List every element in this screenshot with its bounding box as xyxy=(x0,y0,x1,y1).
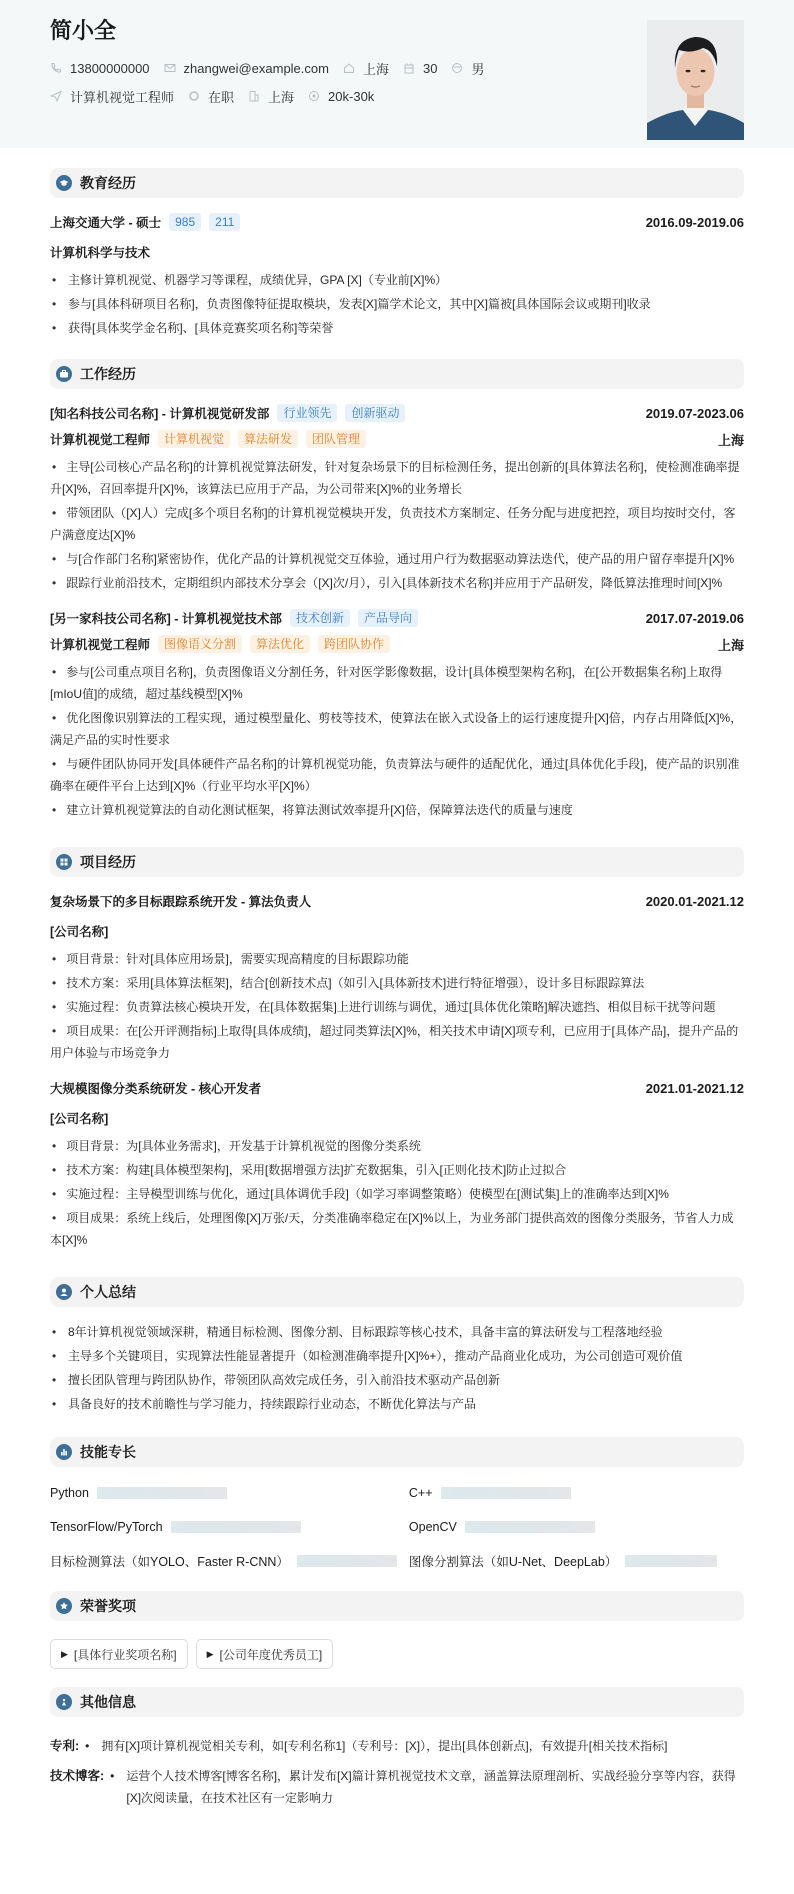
job-role: 计算机视觉工程师 xyxy=(50,433,151,447)
send-icon xyxy=(50,90,62,102)
work-location: 上海 xyxy=(717,637,744,653)
project-date: 2021.01-2021.12 xyxy=(645,1080,744,1096)
award-name: [具体行业奖项名称] xyxy=(73,1647,177,1662)
work-city-item xyxy=(248,87,294,106)
medal-icon xyxy=(56,1598,72,1614)
list-item: • 技术方案：采用[具体算法框架]，结合[创新技术点]（如引入[具体新技术]进行特征增强），设计多目标跟踪算法 xyxy=(50,972,744,994)
summary-bullets xyxy=(50,1321,744,1415)
project-bullets xyxy=(50,1135,744,1251)
list-item: • 参与[公司重点项目名称]，负责图像语义分割任务，针对医学影像数据，设计[具体模型架构名称]，在[公开数据集名称]上取得[mIoU值]的成绩，超过基线模型[X]% xyxy=(50,661,744,705)
work-role-row xyxy=(50,430,744,448)
award-toggle[interactable] xyxy=(50,1639,188,1669)
status-icon xyxy=(188,90,200,102)
user-icon xyxy=(56,1284,72,1300)
education-date: 2016.09-2019.06 xyxy=(645,214,744,230)
portrait-illustration xyxy=(647,20,744,140)
project-company: [公司名称] xyxy=(50,1112,109,1126)
calendar-icon xyxy=(403,62,415,74)
profile-header xyxy=(0,0,794,148)
award-name: [公司年度优秀员工] xyxy=(219,1647,323,1662)
email-item xyxy=(164,61,329,76)
section-title: 项目经历 xyxy=(80,854,136,870)
role-tag: 图像语义分割 xyxy=(158,635,242,653)
section-title: 教育经历 xyxy=(80,175,136,191)
section-title: 其他信息 xyxy=(80,1694,136,1710)
phone-text: 13800000000 xyxy=(70,60,150,76)
role-tag: 计算机视觉 xyxy=(158,430,230,448)
company-name: [另一家科技公司名称] - 计算机视觉技术部 xyxy=(50,612,282,626)
section-title: 技能专长 xyxy=(80,1444,136,1460)
other-item-patents xyxy=(50,1735,744,1757)
salary-text: 20k-30k xyxy=(328,88,375,104)
skill-name: Python xyxy=(50,1486,89,1500)
skill-level-bar xyxy=(97,1487,227,1499)
gender-icon xyxy=(451,62,463,74)
role-tag: 算法优化 xyxy=(250,635,310,653)
skill-name: OpenCV xyxy=(408,1520,457,1534)
section-awards-header xyxy=(50,1591,744,1621)
work-location: 上海 xyxy=(717,432,744,448)
education-bullets xyxy=(50,269,744,339)
triangle-right-icon: ▶ xyxy=(61,1648,68,1659)
building-icon xyxy=(248,90,260,102)
skill-item xyxy=(50,1553,397,1569)
work-date: 2017.07-2019.06 xyxy=(645,610,744,626)
candidate-name: 简小全 xyxy=(50,18,117,43)
home-icon xyxy=(343,62,355,74)
list-item: • 带领团队（[X]人）完成[多个项目名称]的计算机视觉模块开发，负责技术方案制定、任务分配与进度把控，项目均按时交付，客户满意度达[X]% xyxy=(50,502,744,546)
city-text: 上海 xyxy=(362,61,389,77)
list-item: • 实施过程：主导模型训练与优化，通过[具体调优手段]（如学习率调整策略）使模型在[测试集]上的准确率达到[X]% xyxy=(50,1183,744,1205)
skill-item xyxy=(50,1485,397,1501)
list-item: • 优化图像识别算法的工程实现，通过模型量化、剪枝等技术，使算法在嵌入式设备上的运行速度提升[X]倍，内存占用降低[X]%，满足产品的实时性要求 xyxy=(50,707,744,751)
skill-name: TensorFlow/PyTorch xyxy=(50,1520,163,1534)
skill-level-bar xyxy=(465,1521,595,1533)
award-toggle[interactable] xyxy=(196,1639,334,1669)
project-date: 2020.01-2021.12 xyxy=(645,893,744,909)
other-text: 运营个人技术博客[博客名称]，累计发布[X]篇计算机视觉技术文章，涵盖算法原理剖析、实战经验分享等内容，获得[X]次阅读量，在技术社区有一定影响力 xyxy=(126,1769,736,1805)
phone-item xyxy=(50,61,150,76)
city-item xyxy=(343,59,389,78)
skill-item xyxy=(409,1485,744,1501)
list-item: • 与硬件团队协同开发[具体硬件产品名称]的计算机视觉功能，负责算法与硬件的适配优化，通过[具体优化手段]，使产品的识别准确率在硬件平台上达到[X]%（行业平均水平[X]%） xyxy=(50,753,744,797)
work-entry-header xyxy=(50,404,744,422)
status-item xyxy=(188,87,234,106)
skill-name: C++ xyxy=(408,1486,433,1500)
school-tag: 985 xyxy=(169,213,201,231)
profile-photo xyxy=(647,20,744,140)
skill-level-bar xyxy=(297,1555,397,1567)
salary-item xyxy=(308,89,374,104)
list-item: • 擅长团队管理与跨团队协作，带领团队高效完成任务，引入前沿技术驱动产品创新 xyxy=(50,1369,744,1391)
other-item-blog xyxy=(50,1765,744,1809)
awards-list xyxy=(50,1639,744,1669)
triangle-right-icon: ▶ xyxy=(206,1648,214,1659)
project-entry-header xyxy=(50,892,744,910)
project-entry xyxy=(50,1079,744,1251)
work-bullets xyxy=(50,661,744,821)
company-tag: 创新驱动 xyxy=(345,404,405,422)
project-name: 大规模图像分类系统研发 - 核心开发者 xyxy=(50,1082,262,1096)
work-entry xyxy=(50,404,744,594)
skill-level-bar xyxy=(171,1521,301,1533)
section-other-header xyxy=(50,1687,744,1717)
list-item: • 8年计算机视觉领域深耕，精通目标检测、图像分割、目标跟踪等核心技术，具备丰富的算法研发与工程落地经验 xyxy=(50,1321,744,1343)
list-item: • 与[合作部门名称]紧密协作，优化产品的计算机视觉交互体验，通过用户行为数据驱动算法迭代，使产品的用户留存率提升[X]% xyxy=(50,548,744,570)
work-date: 2019.07-2023.06 xyxy=(645,405,744,421)
list-item: • 项目背景：针对[具体应用场景]，需要实现高精度的目标跟踪功能 xyxy=(50,948,744,970)
contact-row xyxy=(50,59,744,77)
list-item: • 项目背景：为[具体业务需求]，开发基于计算机视觉的图像分类系统 xyxy=(50,1135,744,1157)
info-icon xyxy=(56,1694,72,1710)
section-skills-header xyxy=(50,1437,744,1467)
project-company: [公司名称] xyxy=(50,925,109,939)
salary-icon xyxy=(308,90,320,102)
gender-text: 男 xyxy=(471,61,485,77)
bullet-dot: • xyxy=(110,1769,115,1783)
school-name: 上海交通大学 - 硕士 xyxy=(50,216,162,230)
work-city-text: 上海 xyxy=(268,89,295,105)
status-text: 在职 xyxy=(208,89,235,105)
section-title: 个人总结 xyxy=(80,1284,136,1300)
section-projects-header xyxy=(50,847,744,877)
skill-level-bar xyxy=(441,1487,571,1499)
list-item: • 实施过程：负责算法核心模块开发，在[具体数据集]上进行训练与调优，通过[具体优化策略]解决遮挡、相似目标干扰等问题 xyxy=(50,996,744,1018)
bullet-dot: • xyxy=(85,1739,90,1753)
position-text: 计算机视觉工程师 xyxy=(70,89,175,105)
school-tag: 211 xyxy=(209,213,240,231)
other-label: 专利: xyxy=(50,1739,80,1753)
email-text: zhangwei@example.com xyxy=(183,60,329,76)
list-item: • 项目成果：在[公开评测指标]上取得[具体成绩]，超过同类算法[X]%，相关技术申请[X]项专利，已应用于[具体产品]，提升产品的用户体验与市场竞争力 xyxy=(50,1020,744,1064)
skill-name: 图像分割算法（如U-Net、DeepLab） xyxy=(408,1555,618,1569)
company-tag: 行业领先 xyxy=(277,404,337,422)
age-text: 30 xyxy=(422,60,438,76)
work-entry xyxy=(50,609,744,821)
phone-icon xyxy=(50,62,62,74)
list-item: • 项目成果：系统上线后，处理图像[X]万张/天，分类准确率稳定在[X]%以上，为业务部门提供高效的图像分类服务，节省人力成本[X]% xyxy=(50,1207,744,1251)
role-tag: 跨团队协作 xyxy=(318,635,390,653)
position-item xyxy=(50,87,174,106)
other-label: 技术博客: xyxy=(50,1769,105,1783)
list-item: • 获得[具体奖学金名称]、[具体竞赛奖项名称]等荣誉 xyxy=(50,317,744,339)
company-tag: 产品导向 xyxy=(358,609,418,627)
work-bullets xyxy=(50,456,744,594)
job-role: 计算机视觉工程师 xyxy=(50,638,151,652)
skills-grid xyxy=(50,1485,744,1569)
grid-icon xyxy=(56,854,72,870)
role-tag: 团队管理 xyxy=(306,430,366,448)
list-item: • 具备良好的技术前瞻性与学习能力，持续跟踪行业动态，不断优化算法与产品 xyxy=(50,1393,744,1415)
section-summary-header xyxy=(50,1277,744,1307)
list-item: • 主导[公司核心产品名称]的计算机视觉算法研发，针对复杂场景下的目标检测任务，提出创新的[具体算法名称]，使检测准确率提升[X]%，召回率提升[X]%，该算法已应用于产品，为公司带来[X]%的业务增长 xyxy=(50,456,744,500)
skill-item xyxy=(50,1519,397,1535)
role-tag: 算法研发 xyxy=(238,430,298,448)
list-item: • 建立计算机视觉算法的自动化测试框架，将算法测试效率提升[X]倍，保障算法迭代的质量与速度 xyxy=(50,799,744,821)
list-item: • 主修计算机视觉、机器学习等课程，成绩优异，GPA [X]（专业前[X]%） xyxy=(50,269,744,291)
section-education-header xyxy=(50,168,744,198)
skill-item xyxy=(409,1553,744,1569)
mail-icon xyxy=(164,62,176,74)
project-name: 复杂场景下的多目标跟踪系统开发 - 算法负责人 xyxy=(50,895,312,909)
job-row xyxy=(50,87,744,105)
section-title: 工作经历 xyxy=(80,366,136,382)
project-entry-header xyxy=(50,1079,744,1097)
skill-level-bar xyxy=(625,1555,717,1567)
age-item xyxy=(403,61,437,76)
major: 计算机科学与技术 xyxy=(50,246,151,260)
list-item: • 主导多个关键项目，实现算法性能显著提升（如检测准确率提升[X]%+），推动产品商业化成功，为公司创造可观价值 xyxy=(50,1345,744,1367)
work-role-row xyxy=(50,635,744,653)
skill-name: 目标检测算法（如YOLO、Faster R-CNN） xyxy=(50,1555,289,1569)
bar-chart-icon xyxy=(56,1444,72,1460)
company-tag: 技术创新 xyxy=(290,609,350,627)
gender-item xyxy=(451,59,484,78)
other-text: 拥有[X]项计算机视觉相关专利，如[专利名称1]（专利号：[X]），提出[具体创新点]，有效提升[相关技术指标] xyxy=(101,1739,668,1753)
work-entry-header xyxy=(50,609,744,627)
skill-item xyxy=(409,1519,744,1535)
list-item: • 参与[具体科研项目名称]，负责图像特征提取模块，发表[X]篇学术论文，其中[X]篇被[具体国际会议或期刊]收录 xyxy=(50,293,744,315)
list-item: • 技术方案：构建[具体模型架构]，采用[数据增强方法]扩充数据集，引入[正则化技术]防止过拟合 xyxy=(50,1159,744,1181)
briefcase-icon xyxy=(56,366,72,382)
graduation-cap-icon xyxy=(56,175,72,191)
project-entry xyxy=(50,892,744,1064)
project-bullets xyxy=(50,948,744,1064)
section-title: 荣誉奖项 xyxy=(80,1598,136,1614)
education-entry-header xyxy=(50,213,744,231)
company-name: [知名科技公司名称] - 计算机视觉研发部 xyxy=(50,407,270,421)
section-work-header xyxy=(50,359,744,389)
list-item: • 跟踪行业前沿技术，定期组织内部技术分享会（[X]次/月），引入[具体新技术名称]并应用于产品研发，降低算法推理时间[X]% xyxy=(50,572,744,594)
